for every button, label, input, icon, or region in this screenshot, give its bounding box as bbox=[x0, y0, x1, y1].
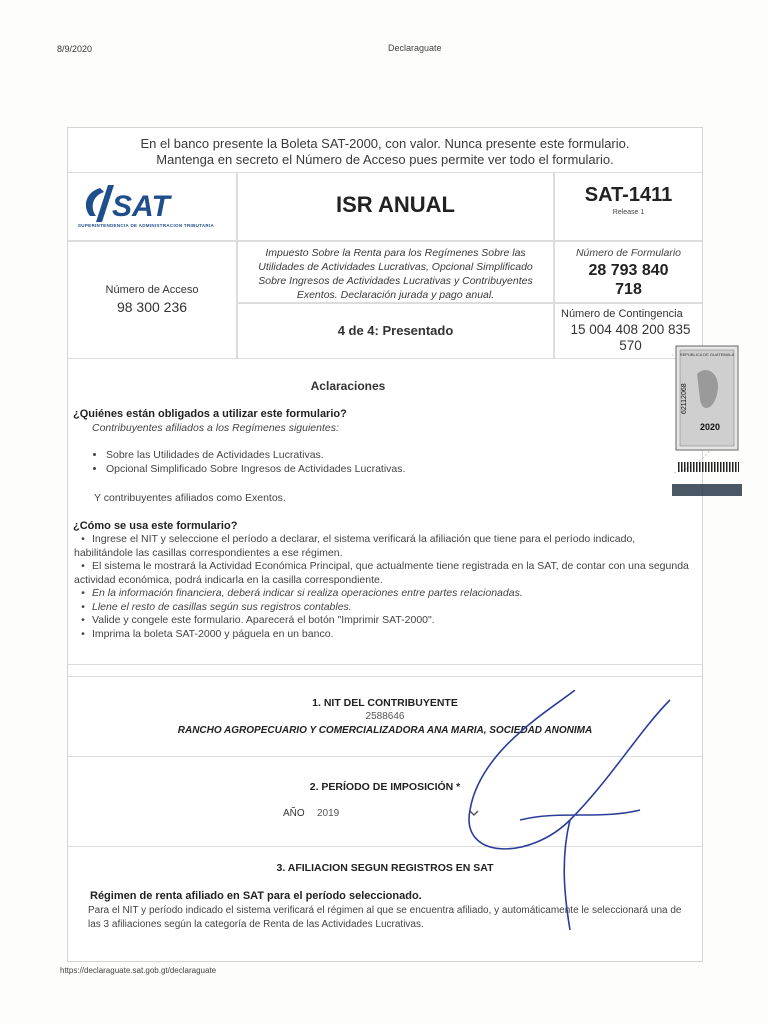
form-number-cell bbox=[554, 241, 702, 303]
divider bbox=[68, 756, 702, 757]
question-how: ¿Cómo se usa este formulario? bbox=[73, 520, 238, 532]
divider bbox=[68, 846, 702, 847]
section-affiliation-title: 3. AFILIACION SEGUN REGISTROS EN SAT bbox=[276, 862, 494, 874]
tax-stamp bbox=[672, 344, 742, 516]
access-number-cell bbox=[68, 241, 237, 359]
regime-list bbox=[92, 448, 405, 476]
question-who-subtitle: Contribuyentes afiliados a los Regímenes siguientes: bbox=[92, 422, 339, 434]
access-number-value: 98 300 236 bbox=[116, 299, 188, 315]
contingency-value: 15 004 408 200 835 570 bbox=[570, 322, 691, 353]
chevron-down-icon[interactable] bbox=[467, 806, 481, 820]
form-title: ISR ANUAL bbox=[336, 192, 455, 217]
sat-logo-text: SAT bbox=[112, 190, 170, 223]
nit-value: 2588646 bbox=[365, 711, 405, 722]
list-item: • Ingrese el NIT y seleccione el período a declarar, el sistema verificará la afiliación que tiene para el período indicado, habilitándole las casillas correspondientes a ese régimen. bbox=[74, 533, 636, 559]
notice-banner bbox=[68, 128, 702, 173]
description-cell bbox=[237, 241, 554, 303]
section-period-title: 2. PERÍODO DE IMPOSICIÓN * bbox=[309, 781, 461, 793]
list-item: • El sistema le mostrará la Actividad Económica Principal, que actualmente tiene registrada en la SAT, de contar con una segunda actividad económica, podrá indicarla en la casilla correspondiente. bbox=[74, 560, 689, 586]
list-item: • Opcional Simplificado Sobre Ingresos de Actividades Lucrativas. bbox=[106, 462, 405, 476]
contingency-label: Número de Contingencia bbox=[561, 308, 683, 320]
regime-title: Régimen de renta afiliado en SAT para el período seleccionado. bbox=[90, 890, 422, 902]
form-description: Impuesto Sobre la Renta para los Regímenes Sobre las Utilidades de Actividades Lucrativas, Opcional Simplificado Sobre Ingresos de Actividades Lucrativas y Contribuyentes Exentos. Declaración jurada y pago anual. bbox=[258, 247, 533, 301]
list-item: • Imprima la boleta SAT-2000 y páguela en un banco. bbox=[81, 627, 334, 640]
print-date: 8/9/2020 bbox=[57, 44, 93, 54]
tax-form bbox=[67, 127, 703, 962]
footer-url: https://declaraguate.sat.gob.gt/declaraguate bbox=[60, 966, 217, 975]
question-who: ¿Quiénes están obligados a utilizar este formulario? bbox=[73, 408, 347, 420]
print-site-title: Declaraguate bbox=[388, 43, 442, 53]
instructions-list bbox=[74, 533, 694, 641]
list-item: • En la información financiera, deberá indicar si realiza operaciones entre partes relacionadas. bbox=[81, 587, 523, 599]
logo-cell bbox=[68, 172, 237, 241]
year-value: 2019 bbox=[317, 808, 340, 819]
exentos-note: Y contribuyentes afiliados como Exentos. bbox=[94, 492, 286, 504]
form-number-value: 28 793 840 718 bbox=[588, 262, 669, 298]
list-item: • Valide y congele este formulario. Aparecerá el botón "Imprimir SAT-2000". bbox=[81, 614, 435, 626]
form-title-cell bbox=[237, 172, 554, 241]
logo-subtitle: SUPERINTENDENCIA DE ADMINISTRACION TRIBUTARIA bbox=[78, 223, 215, 228]
release-label: Release 1 bbox=[612, 209, 645, 216]
list-item: • Sobre las Utilidades de Actividades Lucrativas. bbox=[106, 448, 405, 462]
list-item: • Llene el resto de casillas según sus registros contables. bbox=[81, 600, 352, 613]
aclaraciones-title: Aclaraciones bbox=[310, 379, 386, 393]
notice-line-1: En el banco presente la Boleta SAT-2000, con valor. Nunca presente este formulario. bbox=[140, 136, 630, 151]
divider bbox=[68, 676, 702, 677]
svg-text:62112068: 62112068 bbox=[681, 383, 688, 414]
form-number-label: Número de Formulario bbox=[575, 247, 682, 259]
notice-line-2: Mantenga en secreto el Número de Acceso pues permite ver todo el formulario. bbox=[156, 152, 614, 167]
form-code-cell bbox=[554, 172, 702, 241]
year-select[interactable] bbox=[283, 806, 481, 822]
form-code: SAT-1411 bbox=[584, 184, 673, 206]
divider bbox=[68, 664, 702, 665]
regime-description: Para el NIT y período indicado el sistema verificará el régimen al que se encuentra afiliado, y automáticamente le seleccionará una de las 3 afiliaciones según la categoría de Renta de las Actividades Lucrativas. bbox=[88, 905, 682, 930]
taxpayer-name: RANCHO AGROPECUARIO Y COMERCIALIZADORA ANA MARIA, SOCIEDAD ANONIMA bbox=[177, 725, 593, 736]
status-cell bbox=[237, 303, 554, 359]
svg-text:2020: 2020 bbox=[699, 422, 721, 432]
status-text: 4 de 4: Presentado bbox=[337, 323, 454, 338]
section-nit-title: 1. NIT DEL CONTRIBUYENTE bbox=[312, 697, 458, 709]
svg-text:REPUBLICA DE GUATEMALA: REPUBLICA DE GUATEMALA bbox=[679, 352, 735, 357]
access-number-label: Número de Acceso bbox=[105, 284, 199, 296]
year-label: AÑO bbox=[283, 808, 305, 819]
